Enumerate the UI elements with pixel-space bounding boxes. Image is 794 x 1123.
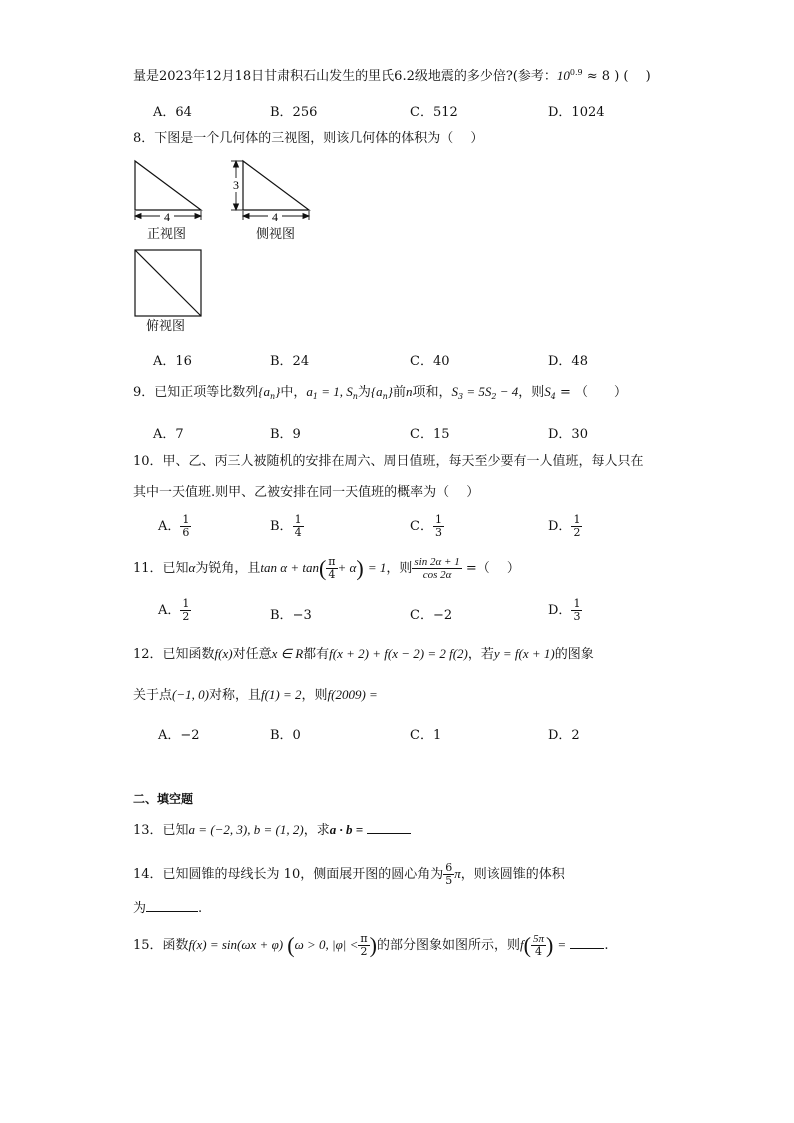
q7-option-b[interactable]: B．256 (270, 105, 318, 120)
q10-stem-line2: 其中一天值班.则甲、乙被安排在同一天值班的概率为（ ） (133, 485, 480, 500)
q11-stem: 11．已知α为锐角，且tan α + tan( $\frac{\pi}{4}$ + α) = 1，则 $\frac{\sin 2\alpha + 1}{\cos 2\alpha}$ =（ ） (133, 554, 520, 581)
q8-stem: 8．下图是一个几何体的三视图，则该几何体的体积为（ ） (133, 131, 484, 146)
q8-option-c[interactable]: C．40 (410, 354, 450, 369)
q11-option-b[interactable]: B．−3 (270, 608, 312, 623)
q7-ref-exponent: 0.9 (569, 68, 583, 77)
q7-option-d[interactable]: D．1024 (548, 105, 605, 120)
q7-ref-tail: ≈ 8 ) ( ) (586, 69, 651, 84)
q11-option-d[interactable]: D． $\frac{1}{3}$ (548, 597, 581, 624)
q15-stem: 15．函数f(x) = sin(ωx + φ) (ω > 0, |φ| < $\frac{\pi}{2}$ )的部分图象如图所示，则f( $\frac{5\pi}{4}$ ) = . (133, 931, 609, 958)
q9-option-d[interactable]: D．30 (548, 427, 588, 442)
q11-option-c[interactable]: C．−2 (410, 608, 453, 623)
q7-text: 量是2023年12月18日甘肃积石山发生的里氏6.2级地震的多少倍?(参考： (133, 69, 557, 84)
q10-stem-line1: 10．甲、乙、丙三人被随机的安排在周六、周日值班，每天至少要有一人值班，每人只在 (133, 454, 644, 469)
q14-stem-line2: 为 . (133, 901, 203, 916)
q7-option-c[interactable]: C．512 (410, 105, 458, 120)
q12-option-d[interactable]: D．2 (548, 728, 580, 743)
q10-option-b[interactable]: B． $\frac{1}{4}$ (270, 513, 302, 540)
q14-answer-blank[interactable] (146, 911, 198, 912)
q9-option-b[interactable]: B．9 (270, 427, 301, 442)
q12-stem-line1: 12．已知函数f(x)对任意x ∈ R都有f(x + 2) + f(x − 2) = 2 f(2)，若y = f(x + 1)的图象 (133, 646, 594, 662)
front-view-label: 正视图 (147, 227, 187, 242)
top-view-square (135, 250, 201, 316)
q14-stem-line1: 14．已知圆锥的母线长为 10，侧面展开图的圆心角为 $\frac{6}{5}$ π，则该圆锥的体积 (133, 860, 565, 887)
side-view-triangle (243, 161, 309, 210)
q13-stem: 13．已知a = (−2, 3), b = (1, 2)，求a · b = (133, 823, 411, 837)
q12-stem-line2: 关于点(−1, 0)对称，且f(1) = 2，则f(2009) = (133, 687, 378, 703)
q12-option-a[interactable]: A．−2 (158, 728, 200, 743)
q9-option-a[interactable]: A．7 (153, 427, 184, 442)
q10-option-a[interactable]: A． $\frac{1}{6}$ (158, 513, 190, 540)
q15-answer-blank[interactable] (570, 948, 604, 949)
side-view-dim-3: 3 (233, 178, 239, 192)
front-view-triangle (135, 161, 201, 210)
q8-option-a[interactable]: A．16 (153, 354, 192, 369)
top-view-label: 俯视图 (146, 319, 186, 334)
front-view-dim-4: 4 (164, 210, 170, 224)
q11-option-a[interactable]: A． $\frac{1}{2}$ (158, 597, 190, 624)
q8-option-d[interactable]: D．48 (548, 354, 588, 369)
q10-option-c[interactable]: C． $\frac{1}{3}$ (410, 513, 442, 540)
side-view-dim-4: 4 (272, 210, 278, 224)
q12-option-c[interactable]: C．1 (410, 728, 442, 743)
q9-option-c[interactable]: C．15 (410, 427, 450, 442)
section-title-fill-in: 二、填空题 (133, 792, 194, 806)
q10-option-d[interactable]: D． $\frac{1}{2}$ (548, 513, 581, 540)
q8-three-view-figure (0, 0, 794, 340)
q13-answer-blank[interactable] (367, 833, 411, 834)
q9-stem: 9．已知正项等比数列$\{a_n\}$中，$a_1 = 1$, $S_n$为$\{a_n\}$前n项和，$S_3 = 5S_2 - 4$，则$S_4$ = （ ） (133, 384, 628, 401)
q7-ref-base: 10 (556, 68, 570, 83)
side-view-label: 侧视图 (256, 227, 296, 242)
q8-option-b[interactable]: B．24 (270, 354, 310, 369)
q7-option-a[interactable]: A．64 (153, 105, 192, 120)
q12-option-b[interactable]: B．0 (270, 728, 301, 743)
